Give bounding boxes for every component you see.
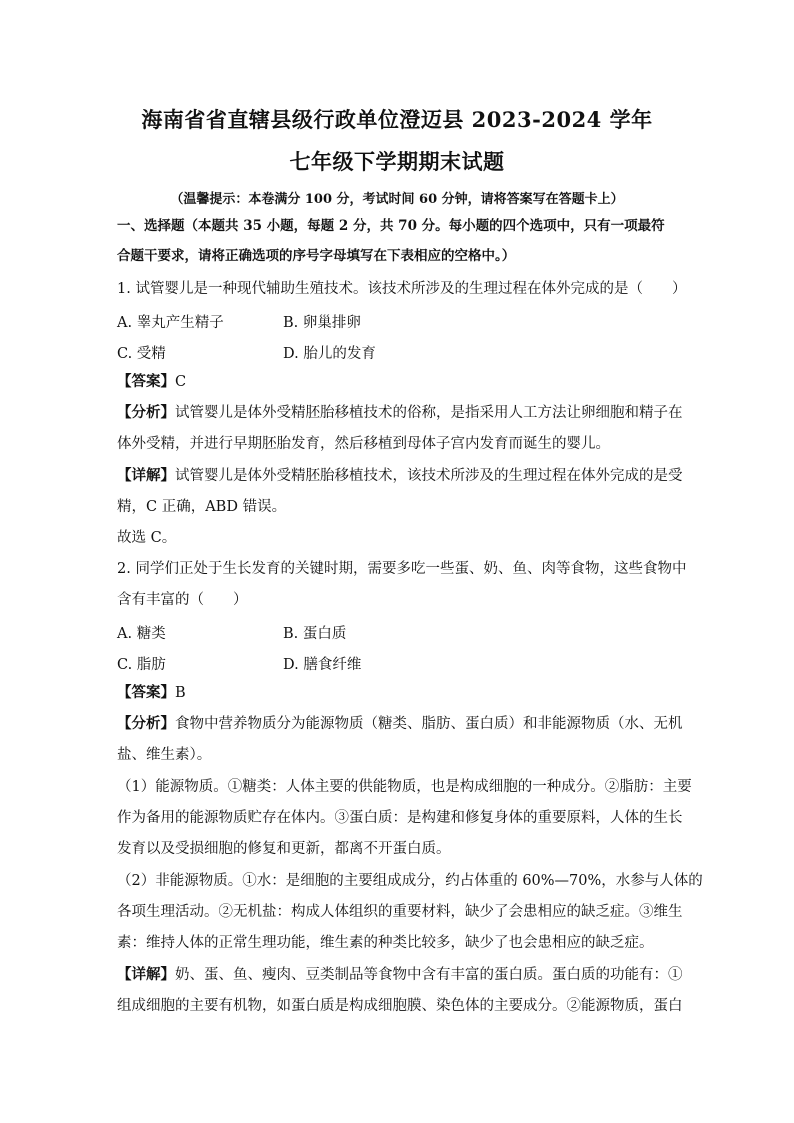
q1-option-b: B. 卵巢排卵 (283, 315, 361, 331)
q2-analysis-line2: 盐、维生素）。 (117, 747, 212, 763)
q1-detail-text1: 试管婴儿是体外受精胚胎移植技术，该技术所涉及的生理过程在体外完成的是受 (175, 468, 683, 484)
q2-point1-line1: （1）能源物质。①糖类：人体主要的供能物质，也是构成细胞的一种成分。②脂肪：主要 (117, 779, 692, 795)
q2-analysis-line1 (117, 714, 683, 734)
q2-option-b: B. 蛋白质 (283, 626, 347, 642)
q1-option-d: D. 胎儿的发育 (283, 346, 376, 362)
q2-option-d: D. 膳食纤维 (283, 657, 362, 673)
q2-point1-line2: 作为备用的能源物质贮存在体内。③蛋白质：是构建和修复身体的重要原料，人体的生长 (117, 810, 683, 826)
q2-options-row1 (117, 622, 677, 642)
q1-detail-tag: 【详解】 (117, 467, 175, 484)
section-instruction-line1: 一、选择题（本题共 35 小题，每题 2 分，共 70 分。每小题的四个选项中，只有一项最符 (117, 218, 665, 234)
q2-stem-line1: 2. 同学们正处于生长发育的关键时期，需要多吃一些蛋、奶、鱼、肉等食物，这些食物中 (117, 561, 687, 577)
q2-answer-tag: 【答案】 (117, 684, 175, 701)
q1-analysis-tag: 【分析】 (117, 404, 175, 421)
q2-detail-tag: 【详解】 (117, 966, 175, 983)
exam-title-line2: 七年级下学期期末试题 (289, 149, 505, 174)
q2-analysis-text1: 食物中营养物质分为能源物质（糖类、脂肪、蛋白质）和非能源物质（水、无机 (175, 716, 683, 732)
q2-point2-line1: （2）非能源物质。①水：是细胞的主要组成成分，约占体重的 60%—70%，水参与人体的 (117, 873, 703, 889)
q1-answer-value: C (175, 374, 187, 390)
q1-conclusion: 故选 C。 (117, 530, 177, 546)
section-instruction-line2: 合题干要求，请将正确选项的序号字母填写在下表相应的空格中。） (117, 248, 516, 264)
q2-option-a: A. 糖类 (117, 626, 166, 642)
q1-answer (117, 372, 677, 392)
q1-options-row2 (117, 342, 677, 362)
q1-detail-line2: 精，C 正确，ABD 错误。 (117, 499, 287, 515)
exam-notice: （温馨提示：本卷满分 100 分，考试时间 60 分钟，请将答案写在答题卡上） (170, 192, 624, 207)
exam-title-line1: 海南省省直辖县级行政单位澄迈县 2023-2024 学年 (141, 107, 653, 132)
q2-option-c: C. 脂肪 (117, 657, 166, 673)
q1-analysis-line2: 体外受精，并进行早期胚胎发育，然后移植到母体子宫内发育而诞生的婴儿。 (117, 436, 610, 452)
q1-detail-line1 (117, 466, 683, 486)
q2-answer-value: B (175, 685, 186, 701)
q1-stem: 1. 试管婴儿是一种现代辅助生殖技术。该技术所涉及的生理过程在体外完成的是（ ） (117, 281, 687, 297)
q2-detail-line1 (117, 965, 683, 985)
q2-detail-text1: 奶、蛋、鱼、瘦肉、豆类制品等食物中含有丰富的蛋白质。蛋白质的功能有：① (175, 967, 683, 983)
q2-point2-line3: 素：维持人体的正常生理功能，维生素的种类比较多，缺少了也会患相应的缺乏症。 (117, 935, 654, 951)
q1-analysis-text1: 试管婴儿是体外受精胚胎移植技术的俗称，是指采用人工方法让卵细胞和精子在 (175, 405, 683, 421)
q2-stem-line2: 含有丰富的（ ） (117, 592, 248, 608)
q1-option-a: A. 睾丸产生精子 (117, 315, 224, 331)
q2-point1-line3: 发育以及受损细胞的修复和更新，都离不开蛋白质。 (117, 841, 451, 857)
q1-answer-tag: 【答案】 (117, 373, 175, 390)
q2-detail-line2: 组成细胞的主要有机物，如蛋白质是构成细胞膜、染色体的主要成分。②能源物质，蛋白 (117, 998, 683, 1014)
q1-analysis-line1 (117, 403, 683, 423)
q1-options-row1 (117, 311, 677, 331)
q2-options-row2 (117, 653, 677, 673)
q2-point2-line2: 各项生理活动。②无机盐：构成人体组织的重要材料，缺少了会患相应的缺乏症。③维生 (117, 904, 683, 920)
q2-answer (117, 683, 677, 703)
q2-analysis-tag: 【分析】 (117, 715, 175, 732)
q1-option-c: C. 受精 (117, 346, 166, 362)
